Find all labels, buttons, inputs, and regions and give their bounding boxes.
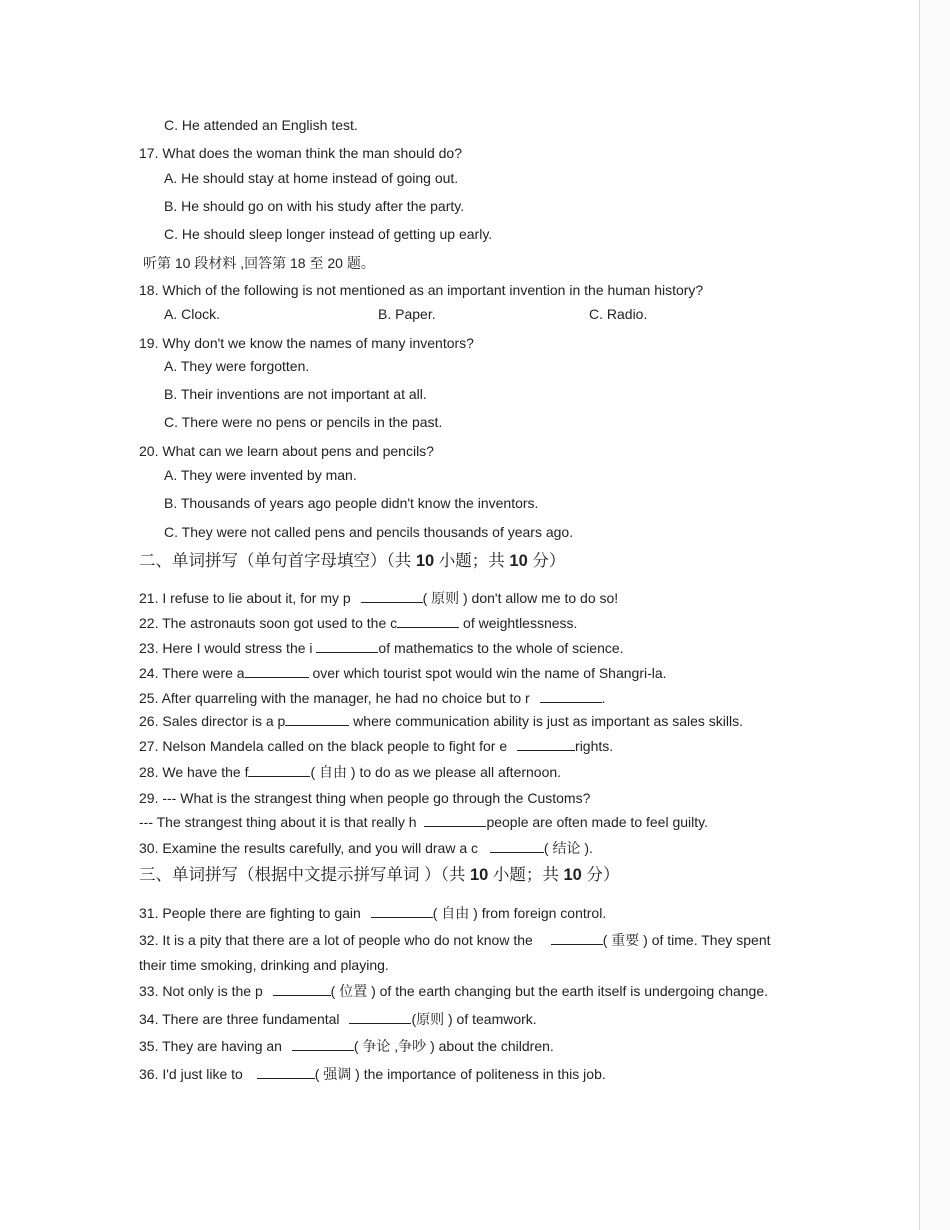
q36	[139, 1066, 606, 1082]
q25-answer-blank[interactable]	[540, 690, 602, 703]
q36-answer-blank[interactable]	[257, 1066, 315, 1079]
q26	[139, 713, 743, 729]
q22-text-after: of weightlessness.	[459, 615, 578, 631]
section3-heading-prefix: 三、单词拼写（根据中文提示拼写单词 ）（共	[139, 866, 466, 884]
q33-text-before: 33. Not only is the p	[139, 983, 267, 999]
q31-text-after: ( 自由 ) from foreign control.	[432, 905, 607, 921]
q21	[139, 590, 618, 606]
q28-answer-blank[interactable]	[248, 764, 310, 777]
q34-text-before: 34. There are three fundamental	[139, 1011, 344, 1027]
q24-text-before: 24. There were a	[139, 665, 245, 681]
q21-answer-blank[interactable]	[361, 590, 423, 603]
q28	[139, 764, 561, 780]
q22-text-before: 22. The astronauts soon got used to the c	[139, 615, 398, 631]
q28-text-after: ( 自由 ) to do as we please all afternoon.	[310, 764, 562, 780]
q29-text-before: --- The strangest thing about it is that really h	[139, 814, 421, 830]
q17-question: 17. What does the woman think the man should do?	[139, 145, 462, 161]
q22	[139, 615, 577, 631]
q24-answer-blank[interactable]	[245, 665, 309, 678]
q29-answer-line	[139, 814, 708, 830]
q16-option-c: C. He attended an English test.	[164, 117, 358, 133]
q27	[139, 738, 613, 754]
q23-text-before: 23. Here I would stress the i	[139, 640, 317, 656]
q33	[139, 983, 768, 999]
q21-text-after: ( 原则 ) don't allow me to do so!	[422, 590, 619, 606]
q19-option-a: A. They were forgotten.	[164, 358, 310, 374]
section3-heading-mid: 小题；共	[492, 866, 559, 884]
q34-answer-blank[interactable]	[349, 1011, 411, 1024]
q17-option-b: B. He should go on with his study after the party.	[164, 198, 465, 214]
q31-answer-blank[interactable]	[371, 905, 433, 918]
q18-question: 18. Which of the following is not mentioned as an important invention in the human history?	[139, 282, 704, 298]
q32-text-after: ( 重要 ) of time. They spent	[602, 932, 771, 948]
q23-text-after: of mathematics to the whole of science.	[378, 640, 624, 656]
q24-text-after: over which tourist spot would win the name of Shangri-la.	[308, 665, 667, 681]
q19-option-c: C. There were no pens or pencils in the past.	[164, 414, 443, 430]
q20-option-a: A. They were invented by man.	[164, 467, 357, 483]
section2-heading-mid: 小题；共	[438, 552, 505, 570]
q17-option-c: C. He should sleep longer instead of getting up early.	[164, 226, 493, 242]
q25-text-after: .	[601, 690, 606, 706]
q32-text-before: 32. It is a pity that there are a lot of people who do not know the	[139, 932, 537, 948]
q18-option-c: C. Radio.	[589, 306, 648, 322]
q34-text-after: (原则 ) of teamwork.	[411, 1011, 537, 1027]
q24	[139, 665, 667, 681]
q27-text-after: rights.	[575, 738, 614, 754]
q35-text-after: ( 争论 ,争吵 ) about the children.	[353, 1038, 554, 1054]
q30	[139, 840, 593, 856]
q32-continuation-text: their time smoking, drinking and playing.	[139, 957, 389, 973]
q32-continuation	[139, 957, 389, 973]
q28-text-before: 28. We have the f	[139, 764, 249, 780]
q34	[139, 1011, 537, 1027]
q18-option-b: B. Paper.	[378, 306, 436, 322]
q29-question-text: 29. --- What is the strangest thing when people go through the Customs?	[139, 790, 591, 806]
section2-heading-prefix: 二、单词拼写（单句首字母填空）（共	[139, 552, 412, 570]
q36-text-before: 36. I'd just like to	[139, 1066, 247, 1082]
section3-question-count: 10	[469, 866, 489, 884]
q33-answer-blank[interactable]	[273, 983, 331, 996]
q27-text-before: 27. Nelson Mandela called on the black people to fight for e	[139, 738, 512, 754]
q29-question	[139, 790, 590, 806]
q21-text-before: 21. I refuse to lie about it, for my p	[139, 590, 355, 606]
q30-text-before: 30. Examine the results carefully, and you will draw a c	[139, 840, 482, 856]
q29-answer-blank[interactable]	[424, 814, 486, 827]
q18-option-a: A. Clock.	[164, 306, 221, 322]
q27-answer-blank[interactable]	[517, 738, 575, 751]
q31	[139, 905, 606, 921]
q35	[139, 1038, 554, 1054]
q25-text-before: 25. After quarreling with the manager, he had no choice but to r	[139, 690, 534, 706]
q23-answer-blank[interactable]	[316, 640, 378, 653]
q17-option-a: A. He should stay at home instead of going out.	[164, 170, 459, 186]
listening-instruction: 听第 10 段材料 ,回答第 18 至 20 题。	[143, 255, 375, 271]
q29-text-after: people are often made to feel guilty.	[486, 814, 708, 830]
q35-answer-blank[interactable]	[292, 1038, 354, 1051]
q30-answer-blank[interactable]	[490, 840, 544, 853]
q26-text-before: 26. Sales director is a p	[139, 713, 286, 729]
section2-score: 10	[509, 552, 528, 570]
q32-answer-blank[interactable]	[551, 932, 603, 945]
q20-option-b: B. Thousands of years ago people didn't know the inventors.	[164, 495, 539, 511]
q35-text-before: 35. They are having an	[139, 1038, 286, 1054]
q19-option-b: B. Their inventions are not important at all.	[164, 386, 427, 402]
q20-option-c: C. They were not called pens and pencils thousands of years ago.	[164, 524, 574, 540]
q26-text-after: where communication ability is just as important as sales skills.	[349, 713, 743, 729]
section2-question-count: 10	[415, 552, 435, 570]
section2-heading	[139, 551, 565, 571]
q20-question: 20. What can we learn about pens and pencils?	[139, 443, 434, 459]
section3-heading	[139, 865, 619, 885]
q22-answer-blank[interactable]	[397, 615, 459, 628]
q31-text-before: 31. People there are fighting to gain	[139, 905, 365, 921]
page-margin	[920, 0, 950, 1230]
section3-heading-suffix: 分）	[586, 866, 620, 884]
q23	[139, 640, 624, 656]
q33-text-after: ( 位置 ) of the earth changing but the earth itself is undergoing change.	[330, 983, 769, 999]
q36-text-after: ( 强调 ) the importance of politeness in this job.	[314, 1066, 606, 1082]
q19-question: 19. Why don't we know the names of many inventors?	[139, 335, 474, 351]
q32	[139, 932, 771, 948]
section2-heading-suffix: 分）	[532, 552, 566, 570]
q25	[139, 690, 605, 706]
q26-answer-blank[interactable]	[285, 713, 349, 726]
q30-text-after: ( 结论 ).	[543, 840, 593, 856]
section3-score: 10	[563, 866, 582, 884]
page-edge	[919, 0, 920, 1230]
